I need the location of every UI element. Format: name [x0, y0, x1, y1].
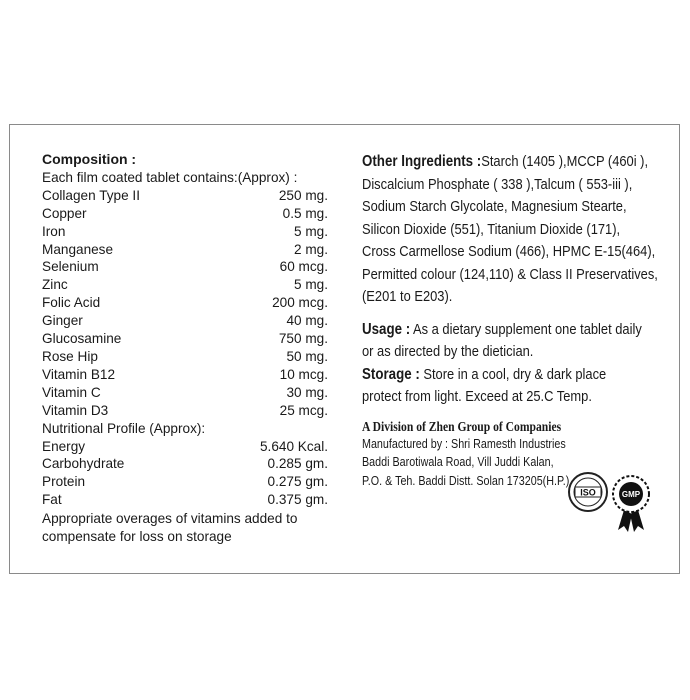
usage-line2: or as directed by the dietician. [362, 343, 534, 360]
storage-line2: protect from light. Exceed at 25.C Temp. [362, 388, 592, 405]
nutrient-name: Energy [42, 438, 86, 454]
storage-line1: Store in a cool, dry & dark place [419, 365, 607, 383]
other-ingredients-label: Other Ingredients : [362, 153, 482, 170]
iso-badge-icon [566, 460, 656, 540]
ingredient-amount: 50 mg. [286, 348, 328, 364]
ingredient-row [42, 205, 342, 223]
ingredient-row [42, 330, 342, 348]
ingredient-name: Collagen Type II [42, 187, 140, 203]
ingredient-name: Rose Hip [42, 348, 98, 364]
storage-label: Storage : [362, 365, 420, 383]
ingredient-amount: 250 mg. [278, 187, 328, 203]
iso-badge-text: ISO [580, 487, 596, 498]
ingredient-amount: 200 mcg. [272, 295, 328, 311]
ingredient-amount: 5 mg. [294, 223, 328, 239]
ingredient-row [42, 348, 342, 366]
ingredient-name: Manganese [42, 241, 114, 257]
gmp-badge-text: GMP [621, 490, 641, 499]
nutrition-heading: Nutritional Profile (Approx): [42, 420, 206, 436]
nutrient-amount: 5.640 Kcal. [259, 438, 328, 454]
nutrition-list [42, 438, 342, 510]
composition-heading: Composition : [42, 151, 137, 167]
nutrient-amount: 0.275 gm. [267, 474, 328, 490]
ingredient-name: Vitamin B12 [42, 366, 116, 382]
other-ingredients-line: Starch (1405 ),MCCP (460i ), [481, 153, 649, 170]
ingredient-amount: 750 mg. [278, 331, 328, 347]
manufacturer-line1: Manufactured by : Shri Ramesth Industries [362, 436, 566, 451]
ingredient-row [42, 294, 342, 312]
other-ingredients-line: Discalcium Phosphate ( 338 ),Talcum ( 553-iii ), [362, 175, 633, 193]
composition-list [42, 187, 342, 420]
nutrient-name: Protein [42, 474, 86, 490]
nutrient-row [42, 438, 342, 456]
other-ingredients-line: (E201 to E203). [362, 288, 453, 305]
ingredient-row [42, 276, 342, 294]
ingredient-row [42, 402, 342, 420]
usage-label: Usage : [362, 320, 411, 338]
composition-section [42, 151, 342, 546]
label-panel [9, 124, 680, 574]
ingredient-row [42, 384, 342, 402]
nutrient-name: Fat [42, 492, 62, 508]
storage-section [362, 364, 666, 409]
usage-section [362, 319, 666, 364]
ingredient-name: Glucosamine [42, 331, 122, 347]
other-ingredients-line: Sodium Starch Glycolate, Magnesium Stearte, [362, 198, 627, 215]
ingredient-amount: 30 mg. [286, 384, 328, 400]
other-ingredients-line: Cross Carmellose Sodium (466), HPMC E-15(464), [362, 243, 656, 260]
nutrient-row [42, 473, 342, 491]
ingredient-name: Vitamin C [42, 384, 101, 400]
ingredient-name: Iron [42, 223, 66, 239]
ingredient-name: Vitamin D3 [42, 402, 109, 418]
other-ingredients-line: Silicon Dioxide (551), Titanium Dioxide (171), [362, 220, 621, 238]
ingredient-amount: 60 mcg. [279, 259, 328, 275]
ingredient-name: Zinc [42, 277, 68, 293]
right-column [362, 151, 667, 490]
overage-note-line2: compensate for loss on storage [42, 529, 232, 545]
ingredient-amount: 5 mg. [294, 277, 328, 293]
ingredient-amount: 10 mcg. [279, 366, 328, 382]
ingredient-name: Ginger [42, 313, 83, 329]
ingredient-amount: 40 mg. [286, 313, 328, 329]
ingredient-name: Folic Acid [42, 295, 101, 311]
ingredient-row [42, 366, 342, 384]
ingredient-row [42, 241, 342, 259]
ingredient-row [42, 258, 342, 276]
ingredient-amount: 2 mg. [294, 241, 328, 257]
ingredient-name: Selenium [42, 259, 99, 275]
nutrient-row [42, 491, 342, 509]
ingredient-name: Copper [42, 205, 87, 221]
ingredient-amount: 25 mcg. [279, 402, 328, 418]
overage-note-line1: Appropriate overages of vitamins added to [42, 511, 298, 527]
nutrient-row [42, 455, 342, 473]
ingredient-row [42, 187, 342, 205]
usage-line1: As a dietary supplement one tablet daily [410, 320, 642, 338]
nutrient-amount: 0.375 gm. [267, 492, 328, 508]
nutrient-amount: 0.285 gm. [267, 456, 328, 472]
manufacturer-line2: Baddi Barotiwala Road, Vill Juddi Kalan, [362, 455, 554, 469]
other-ingredients-line: Permitted colour (124,110) & Class II Preservatives, [362, 265, 658, 283]
ingredient-row [42, 312, 342, 330]
ingredient-amount: 0.5 mg. [282, 205, 328, 221]
manufacturer-line3: P.O. & Teh. Baddi Distt. Solan 173205(H.P.) [362, 473, 570, 488]
nutrient-name: Carbohydrate [42, 456, 125, 472]
division-title: A Division of Zhen Group of Companies [362, 418, 562, 434]
composition-intro: Each film coated tablet contains:(Approx) : [42, 169, 298, 185]
ingredient-row [42, 223, 342, 241]
certification-badges [566, 460, 656, 540]
other-ingredients [362, 151, 666, 309]
